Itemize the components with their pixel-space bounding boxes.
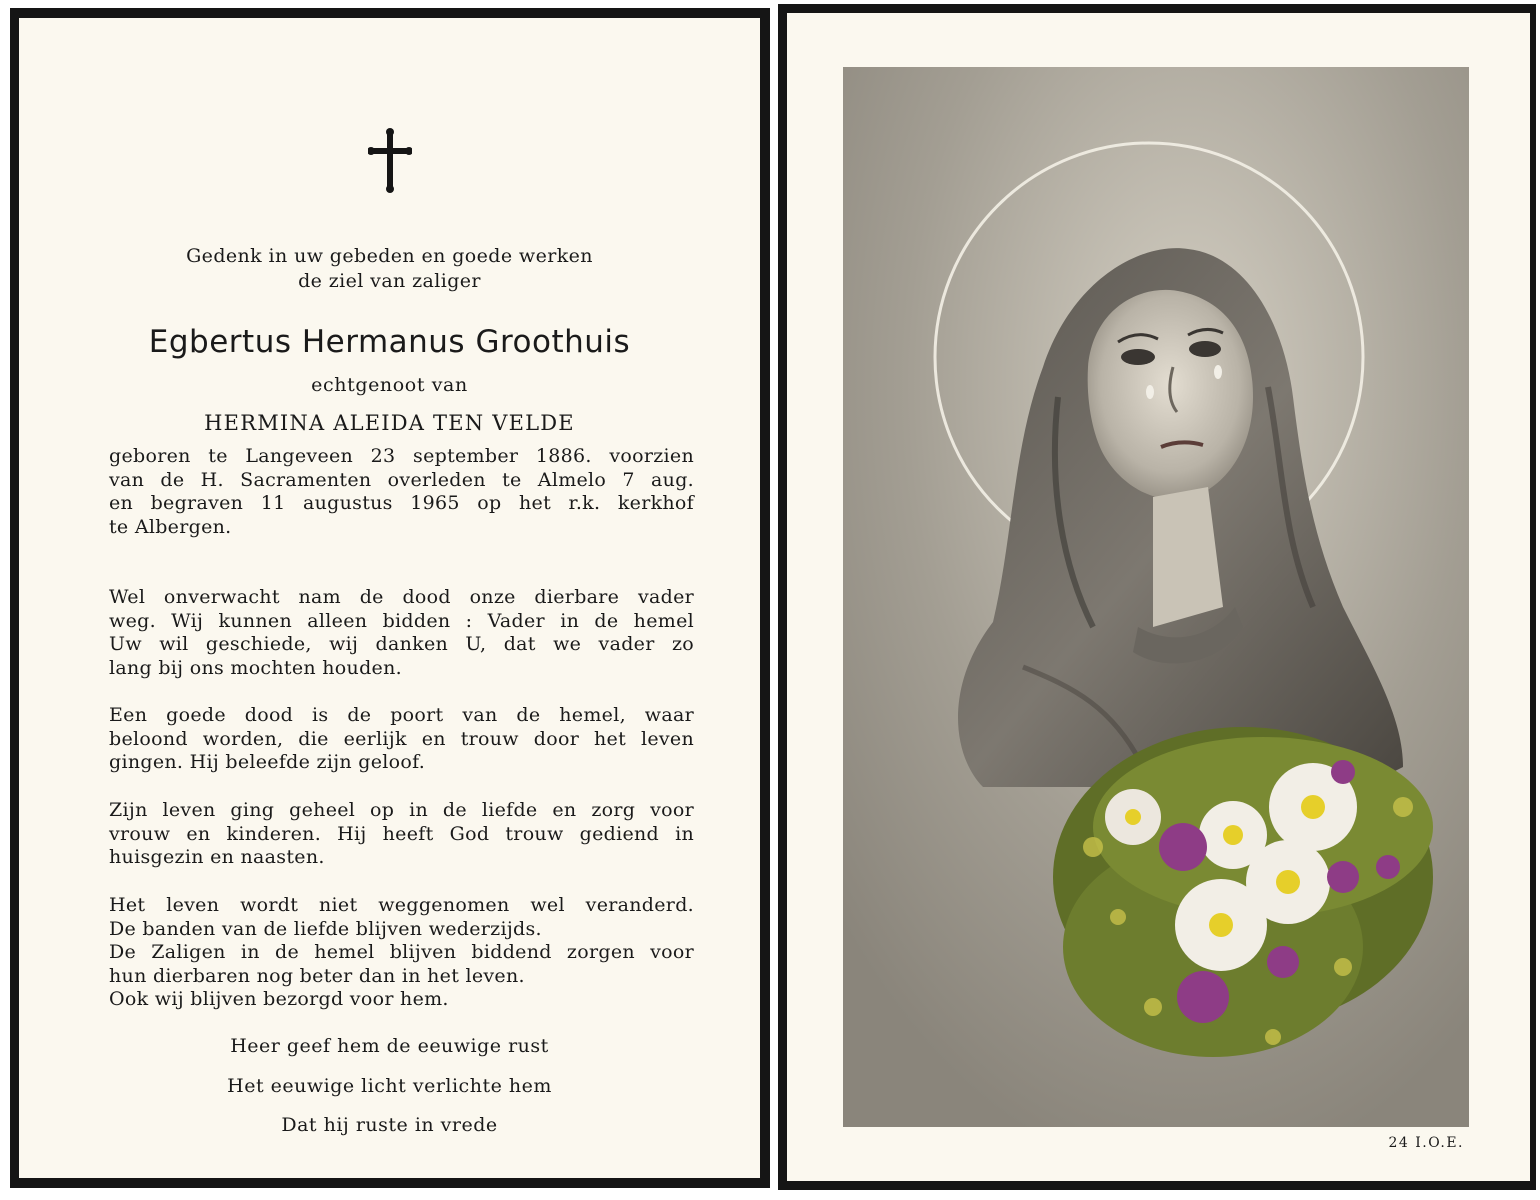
prayer-line-2: Het eeuwige licht verlichte hem — [227, 1075, 552, 1097]
spouse-label: echtgenoot van — [311, 374, 468, 396]
spouse-name: HERMINA ALEIDA TEN VELDE — [204, 411, 575, 435]
memorial-text-card — [10, 8, 770, 1188]
paragraph-line: Ook wij blijven bezorgd voor hem. — [109, 988, 449, 1010]
paragraph-line: gingen. Hij beleefde zijn geloof. — [109, 751, 426, 773]
paragraph-line: lang bij ons mochten houden. — [109, 656, 402, 679]
paragraph-4 — [109, 894, 694, 1012]
paragraph-line: huisgezin en naasten. — [109, 846, 325, 868]
intro-line-1: Gedenk in uw gebeden en goede werken — [186, 245, 593, 267]
paragraph-line: Het leven wordt niet weggenomen wel veranderd. — [109, 894, 694, 916]
intro-line-2: de ziel van zaliger — [298, 270, 481, 292]
cross-icon — [19, 128, 760, 198]
bio-line: te Albergen. — [109, 515, 232, 538]
prayer-line-1: Heer geef hem de eeuwige rust — [230, 1035, 549, 1057]
paragraph-3 — [109, 799, 694, 870]
biography-paragraph — [109, 445, 694, 539]
bio-line: geboren te Langeveen 23 september 1886. voorzien — [109, 445, 694, 467]
intro-text — [19, 244, 760, 294]
paragraph-line: Uw wil geschiede, wij danken U, dat we vader zo — [109, 633, 694, 655]
paragraph-2 — [109, 704, 694, 775]
paragraph-1 — [109, 586, 694, 680]
paragraph-line: Een goede dood is de poort van de hemel, waar — [109, 704, 694, 726]
bio-line: van de H. Sacramenten overleden te Almelo 7 aug. — [109, 468, 694, 491]
paragraph-line: Zijn leven ging geheel op in de liefde en zorg voor — [109, 799, 694, 821]
paragraph-line: beloond worden, die eerlijk en trouw door het leven — [109, 727, 694, 750]
bio-line: en begraven 11 augustus 1965 op het r.k. kerkhof — [109, 492, 694, 514]
paragraph-line: hun dierbaren nog beter dan in het leven. — [109, 964, 525, 987]
paragraph-line: weg. Wij kunnen alleen bidden : Vader in de hemel — [109, 609, 694, 632]
madonna-illustration — [843, 67, 1469, 1127]
memorial-picture-card — [778, 4, 1536, 1190]
paragraph-line: vrouw en kinderen. Hij heeft God trouw gediend in — [109, 822, 694, 845]
deceased-name: Egbertus Hermanus Groothuis — [148, 324, 631, 360]
paragraph-line: De banden van de liefde blijven wederzijds. — [109, 917, 542, 940]
paragraph-line: Wel onverwacht nam de dood onze dierbare vader — [109, 586, 694, 608]
paragraph-line: De Zaligen in de hemel blijven biddend zorgen voor — [109, 941, 694, 963]
print-code: 24 I.O.E. — [1388, 1135, 1464, 1151]
prayer-line-3: Dat hij ruste in vrede — [281, 1114, 498, 1136]
